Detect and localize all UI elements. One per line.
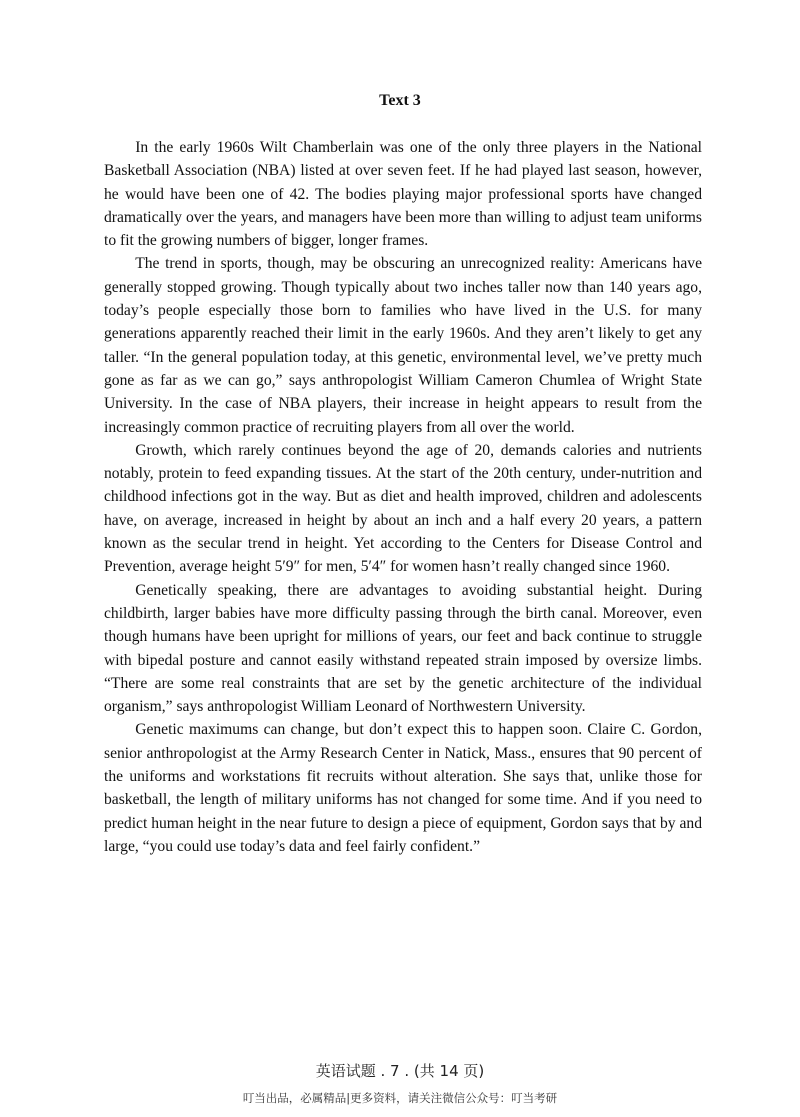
paragraph-1: In the early 1960s Wilt Chamberlain was one of the only three players in the National Basketball Association (NBA) listed at over seven feet. If he had played last season, however, he would have been one of 42. The bodies playing major professional sports have changed dramatically over the years, and managers have been more than willing to adjust team uniforms to fit the growing numbers of bigger, longer frames. bbox=[104, 139, 702, 250]
article-body bbox=[104, 136, 702, 858]
page-footer: 英语试题 . 7 . (共 14 页) bbox=[315, 1062, 485, 1080]
paragraph-5: Genetic maximums can change, but don’t expect this to happen soon. Claire C. Gordon, senior anthropologist at the Army Research Center in Natick, Mass., ensures that 90 percent of the uniforms and workstations fit recruits without alteration. She says that, unlike those for basketball, the length of military uniforms has not changed for some time. And if you need to predict human height in the near future to design a piece of equipment, Gordon says that by and large, “you could use today’s data and feel fairly confident.” bbox=[104, 721, 702, 855]
paragraph-4: Genetically speaking, there are advantages to avoiding substantial height. During childbirth, larger babies have more difficulty passing through the birth canal. Moreover, even though humans have been upright for millions of years, our feet and back continue to struggle with bipedal posture and cannot easily withstand repeated strain imposed by oversize limbs. “There are some real constraints that are set by the genetic architecture of the individual organism,” says anthropologist William Leonard of Northwestern University. bbox=[104, 581, 702, 716]
paragraph-3: Growth, which rarely continues beyond the age of 20, demands calories and nutrients notably, protein to feed expanding tissues. At the start of the 20th century, under-nutrition and childhood infections got in the way. But as diet and health improved, children and adolescents have, on average, increased in height by about an inch and a half every 20 years, a pattern known as the secular trend in height. Yet according to the Centers for Disease Control and Prevention, average height 5′9″ for men, 5′4″ for women hasn’t really changed since 1960. bbox=[104, 441, 702, 576]
paragraph-2: The trend in sports, though, may be obscuring an unrecognized reality: Americans have generally stopped growing. Though typically about two inches taller now than 140 years ago, today’s people especially those born to families who have lived in the U.S. for many generations apparently reached their limit in the early 1960s. And they aren’t likely to get any taller. “In the general population today, at this genetic, environmental level, we’ve pretty much gone as far as we can go,” says anthropologist William Cameron Chumlea of Wright State University. In the case of NBA players, their increase in height appears to result from the increasingly common practice of recruiting players from all over the world. bbox=[104, 255, 702, 436]
footer-notice: 叮当出品，必属精品|更多资料，请关注微信公众号：叮当考研 bbox=[242, 1091, 558, 1105]
section-title: Text 3 bbox=[379, 92, 421, 109]
